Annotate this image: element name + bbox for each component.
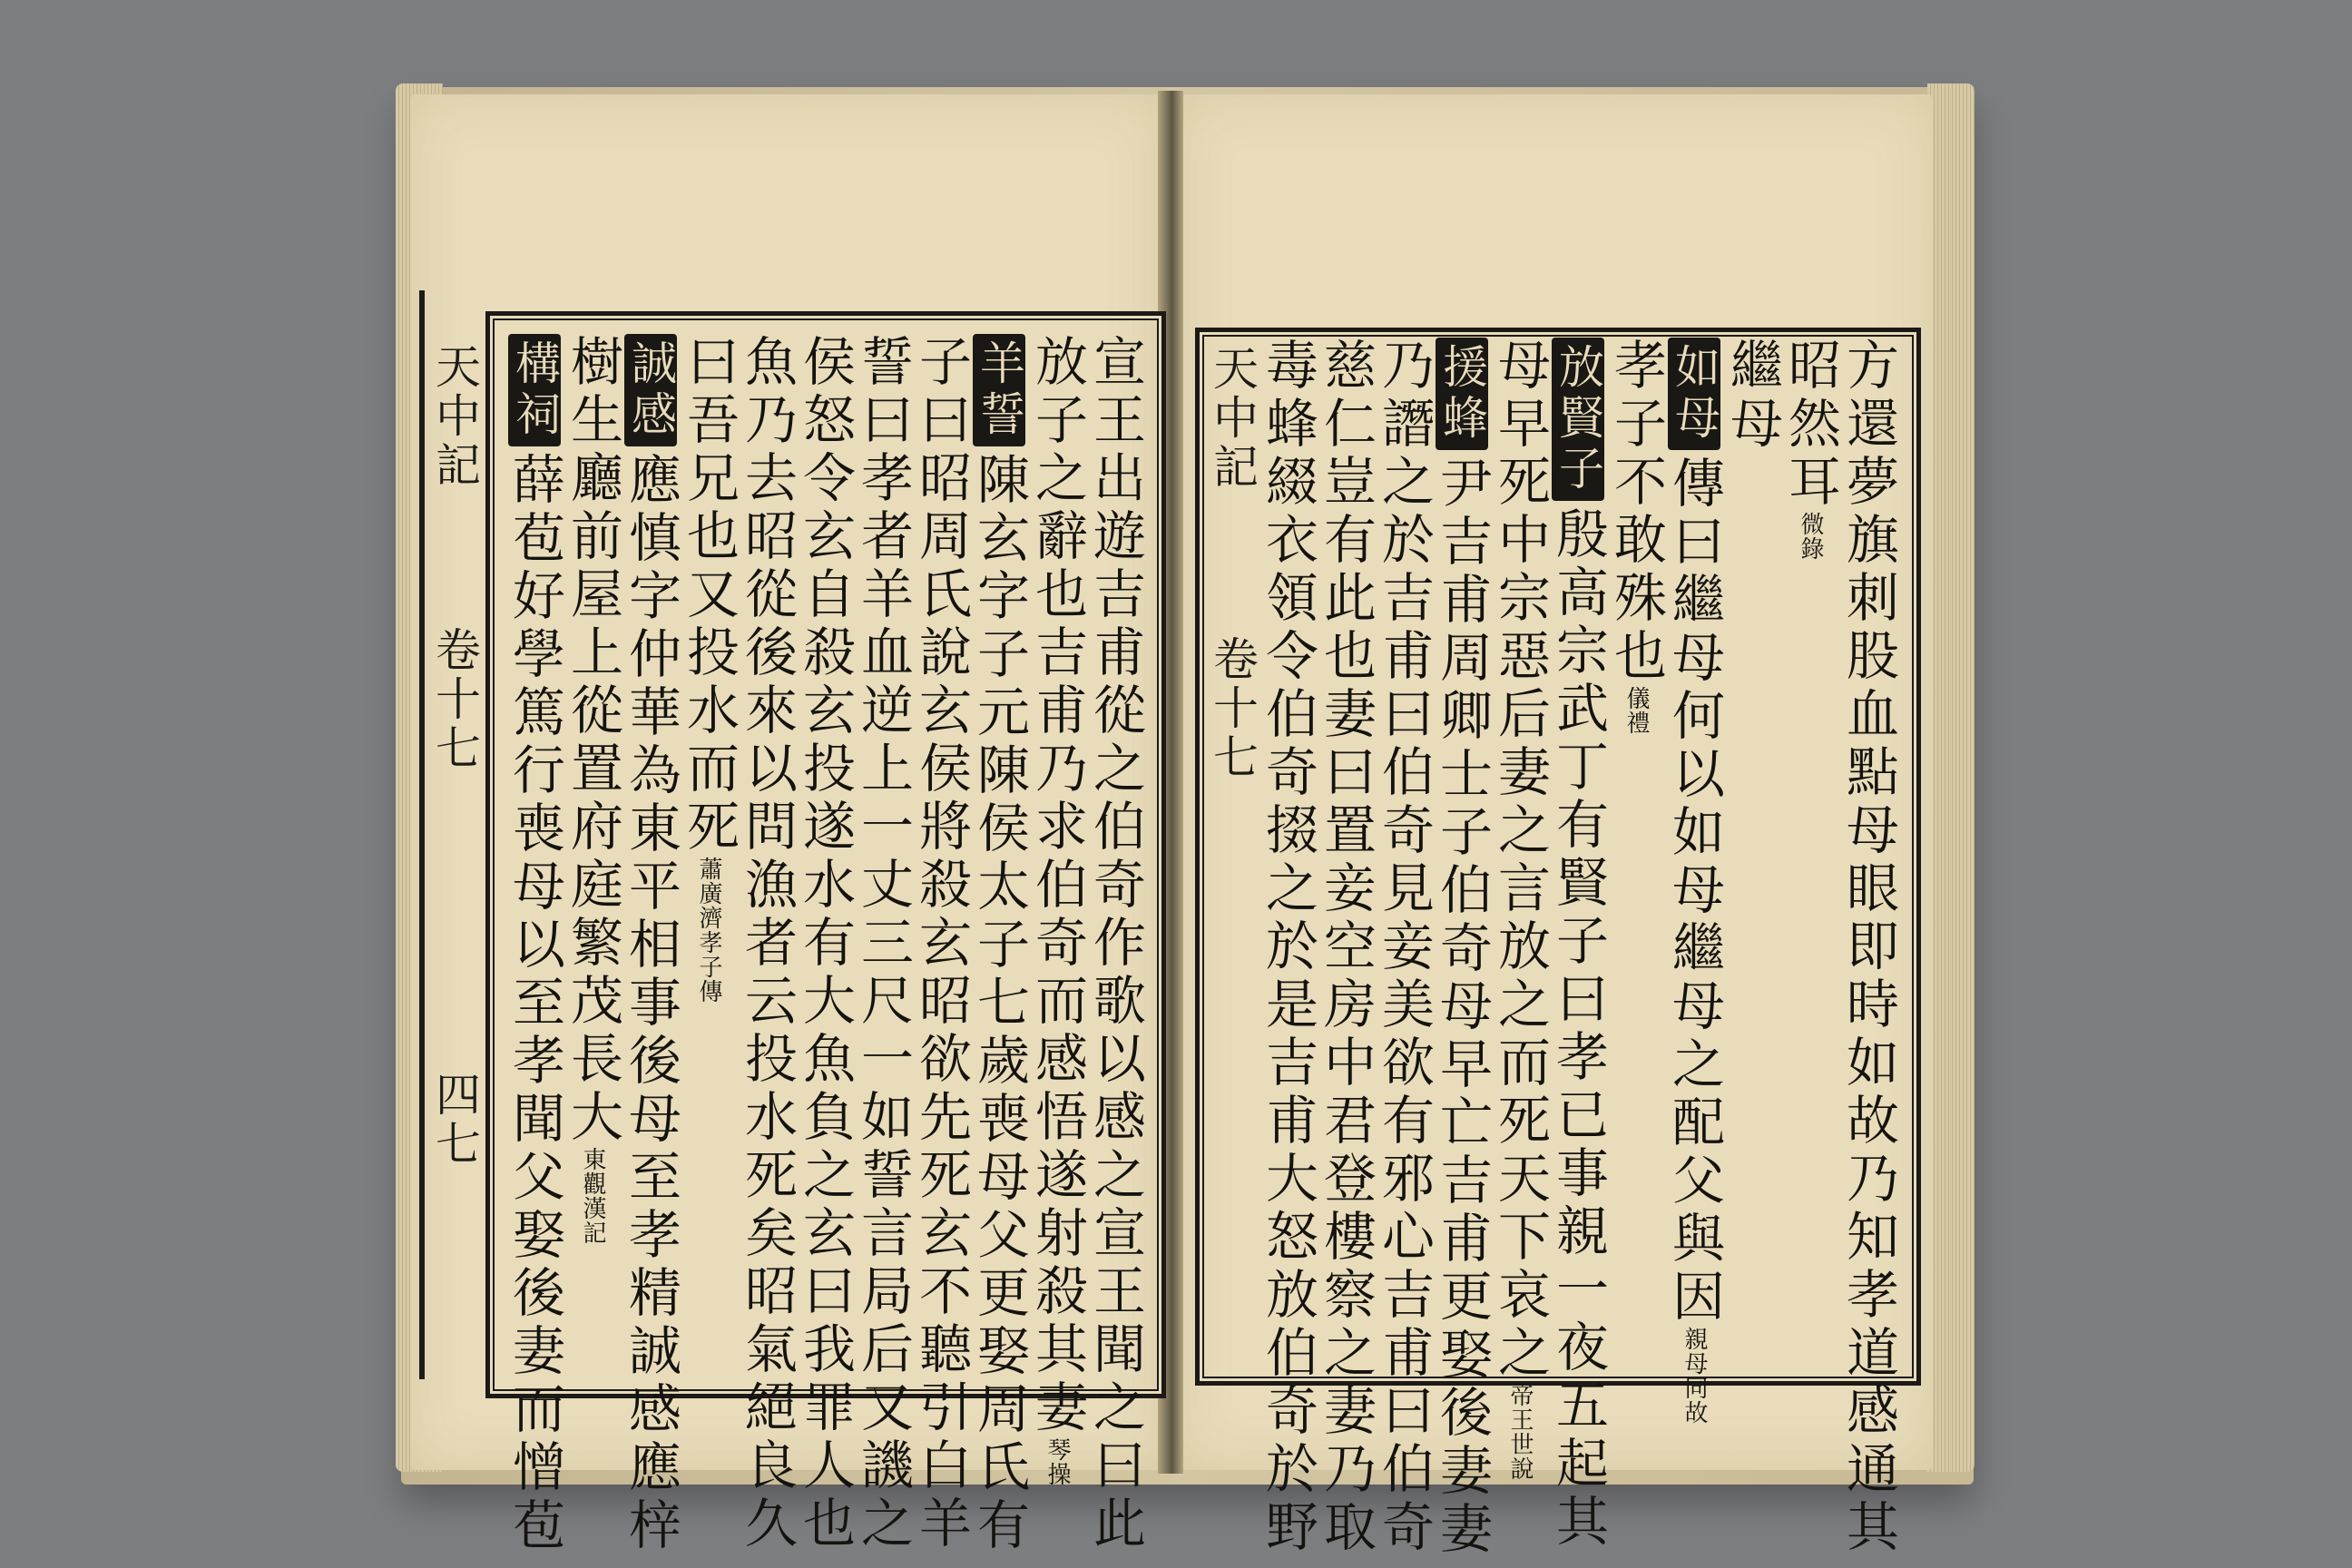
right-header-chapter: 卷十七 — [1206, 635, 1259, 782]
text-column — [1605, 338, 1667, 735]
left-header-chapter: 卷十七 — [428, 626, 481, 773]
column-note: 蕭廣濟孝子傳 — [695, 857, 722, 1004]
text-column — [562, 334, 623, 1245]
text-column — [678, 334, 740, 1004]
section-tag: 羊誓 — [973, 334, 1025, 446]
text-column — [1489, 338, 1551, 1481]
text-column — [794, 334, 856, 1553]
column-text: 薛苞好學篤行喪母以至孝聞父娶後妻而憎苞 — [504, 452, 565, 1555]
column-note: 儀禮 — [1622, 686, 1650, 735]
column-text: 毒蜂綴衣領令伯奇掇之於是吉甫大怒放伯奇於野 — [1257, 338, 1318, 1557]
text-column — [1026, 334, 1088, 1486]
column-text: 慈仁豈有此也妻曰置妾空房中君登樓察之妻乃取 — [1315, 338, 1377, 1557]
text-column — [736, 334, 798, 1553]
text-column — [852, 334, 914, 1553]
text-column — [1257, 338, 1318, 1557]
column-text: 傳曰繼母何以如母繼母之配父與因 — [1663, 456, 1725, 1327]
section-tag: 放賢子 — [1552, 338, 1604, 501]
column-note: 微錄 — [1797, 512, 1824, 561]
column-text: 應慎字仲華為東平相事後母至孝精誠感應梓 — [620, 452, 681, 1555]
text-column — [1779, 338, 1841, 561]
section-tag: 援蜂 — [1436, 338, 1488, 450]
text-column — [1721, 338, 1783, 454]
section-tag: 如母 — [1668, 338, 1720, 450]
column-note: 琴操 — [1044, 1437, 1071, 1486]
section-tag: 構祠 — [508, 334, 561, 446]
column-text: 繼母 — [1721, 338, 1783, 454]
text-column — [1547, 338, 1609, 1552]
column-text: 宣王出遊吉甫從之伯奇作歌以感之宣王聞之曰此 — [1084, 334, 1146, 1553]
text-column — [1431, 338, 1493, 1559]
column-text: 孝子不敢殊也 — [1605, 338, 1667, 686]
left-header-folio: 四七 — [428, 1071, 481, 1169]
column-text: 樹生廳前屋上從置府庭繁茂長大 — [562, 334, 623, 1147]
column-text: 乃譖之於吉甫曰伯奇見妾美欲有邪心吉甫曰伯奇 — [1373, 338, 1435, 1557]
column-note: 帝王世說 — [1506, 1383, 1534, 1481]
column-text: 放子之辭也吉甫乃求伯奇而感悟遂射殺其妻 — [1026, 334, 1088, 1437]
text-column — [1084, 334, 1146, 1553]
right-header-title: 天中記 — [1206, 345, 1259, 492]
column-text: 侯怒令玄自殺玄投遂水有大魚負之玄曰我罪人也 — [794, 334, 856, 1553]
column-text: 方還夢旗刺股血點母眼即時如故乃知孝道感通其 — [1838, 338, 1899, 1557]
text-column — [968, 334, 1030, 1555]
section-tag: 誠感 — [624, 334, 677, 446]
text-column — [1838, 338, 1899, 1557]
text-column — [620, 334, 681, 1555]
left-margin-rule — [419, 290, 425, 1379]
column-text: 曰吾兄也又投水而死 — [678, 334, 740, 857]
text-column — [504, 334, 565, 1555]
right-fore-edge — [1927, 83, 1975, 1472]
column-text: 昭然耳 — [1779, 338, 1841, 512]
column-note: 親母同故 — [1681, 1327, 1708, 1425]
column-text: 母早死中宗惡后妻之言放之而死天下哀之 — [1489, 338, 1551, 1383]
column-text: 子曰昭周氏說玄侯將殺玄昭欲先死玄不聽引白羊 — [910, 334, 972, 1553]
column-text: 魚乃去昭從後來以問漁者云投水死矣昭氣絕良久 — [736, 334, 798, 1553]
text-column — [910, 334, 972, 1553]
column-text: 殷高宗武丁有賢子曰孝已事親一夜五起其 — [1547, 506, 1609, 1552]
column-text: 陳玄字子元陳侯太子七歲喪母父更娶周氏有 — [968, 452, 1030, 1555]
text-column — [1373, 338, 1435, 1557]
column-text: 誓曰孝者羊血逆上一丈三尺一如誓言局后又譏之 — [852, 334, 914, 1553]
text-column — [1663, 338, 1725, 1425]
column-note: 東觀漢記 — [579, 1147, 606, 1245]
text-column — [1315, 338, 1377, 1557]
left-header-title: 天中記 — [428, 343, 481, 490]
column-text: 尹吉甫周卿士子伯奇母早亡吉甫更娶後妻妻 — [1431, 456, 1493, 1559]
